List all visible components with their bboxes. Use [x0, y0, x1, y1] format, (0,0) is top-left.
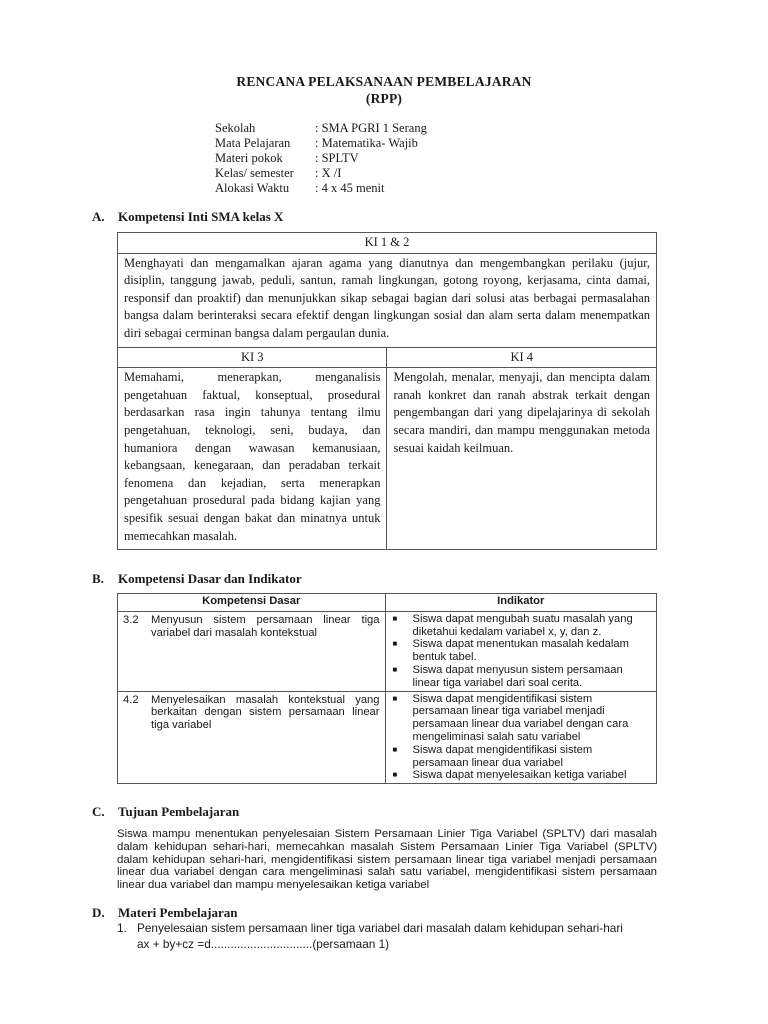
- info-value: : 4 x 45 menit: [315, 181, 385, 195]
- info-label: Mata Pelajaran: [215, 136, 291, 150]
- document-subtitle: (RPP): [365, 91, 403, 106]
- equation-row: [117, 936, 623, 952]
- identity-block: [215, 121, 427, 196]
- info-label: Sekolah: [215, 121, 256, 135]
- info-row-sekolah: [215, 121, 427, 136]
- item-number: 1.: [117, 921, 127, 935]
- list-item: [117, 920, 623, 936]
- bullet-icon: ■: [392, 693, 398, 703]
- info-value: : SPLTV: [315, 151, 359, 165]
- indicator-text: Siswa dapat mengubah suatu masalah yang diketahui kedalam variabel x, y, dan z.: [412, 612, 633, 638]
- kd-number: 3.2: [123, 613, 139, 626]
- section-title: Kompetensi Inti SMA kelas X: [118, 209, 284, 224]
- list-item: [393, 664, 652, 690]
- info-row-kelas: [215, 166, 427, 181]
- table-row: [118, 691, 657, 784]
- equation-text: ax + by+cz =d...............................(persamaan 1): [137, 937, 390, 951]
- list-item: [393, 613, 652, 639]
- section-d-heading: [92, 905, 237, 921]
- info-label: Alokasi Waktu: [215, 181, 290, 195]
- list-item: [393, 744, 652, 770]
- info-label: Kelas/ semester: [215, 166, 294, 180]
- kd-text: Menyusun sistem persamaan linear tiga variabel dari masalah kontekstual: [151, 613, 380, 639]
- section-c-heading: [92, 804, 239, 820]
- bullet-icon: ■: [392, 664, 398, 674]
- bullet-icon: ■: [392, 744, 398, 754]
- section-title: Kompetensi Dasar dan Indikator: [118, 571, 302, 586]
- info-value: : X /I: [315, 166, 342, 180]
- info-row-materi: [215, 151, 427, 166]
- info-value: : Matematika- Wajib: [315, 136, 418, 150]
- indicator-text: Siswa dapat mengidentifikasi sistem persamaan linear dua variabel: [412, 743, 593, 769]
- list-item: [393, 638, 652, 664]
- kompetensi-inti-table: [117, 232, 657, 550]
- ki4-header: KI 4: [387, 347, 657, 368]
- info-label: Materi pokok: [215, 151, 283, 165]
- section-title: Materi Pembelajaran: [118, 905, 238, 920]
- section-letter: A.: [92, 209, 105, 224]
- indicator-text: Siswa dapat menyusun sistem persamaan linear tiga variabel dari soal cerita.: [412, 663, 623, 689]
- bullet-icon: ■: [392, 613, 398, 623]
- table-row: [118, 611, 657, 691]
- ki3-header: KI 3: [118, 347, 387, 368]
- ki4-text: Mengolah, menalar, menyaji, dan mencipta dalam ranah konkret dan ranah abstrak terkait dengan pengembangan dari yang dipelajarinya di sekolah secara mandiri, dan mampu menggunakan metoda sesuai kaidah keilmuan.: [387, 368, 657, 550]
- bullet-icon: ■: [392, 770, 398, 780]
- ki12-text: Menghayati dan mengamalkan ajaran agama yang dianutnya dan mengembangkan perilaku (jujur, disiplin, tanggung jawab, peduli, santun, ramah lingkungan, gotong royong, kerjasama, cinta damai, responsif dan proaktif) dan menunjukkan sikap sebagai bagian dari solusi atas berbagai permasalahan bangsa dalam berinteraksi secara efektif dengan lingkungan sosial dan alam serta dalam menempatkan diri sebagai cerminan bangsa dalam pergaulan dunia.: [118, 253, 657, 347]
- kd-number: 4.2: [123, 693, 139, 706]
- materi-list: [117, 920, 623, 952]
- list-item: [393, 769, 652, 782]
- section-letter: C.: [92, 804, 105, 819]
- item-text: Penyelesaian sistem persamaan liner tiga variabel dari masalah dalam kehidupan sehari-hari: [137, 921, 623, 935]
- section-a-heading: [92, 209, 283, 225]
- bullet-icon: ■: [392, 639, 398, 649]
- ki12-header: KI 1 & 2: [118, 233, 657, 254]
- document-title: RENCANA PELAKSANAAN PEMBELAJARAN: [236, 74, 532, 89]
- info-row-alokasi: [215, 181, 427, 196]
- kd-text: Menyelesaikan masalah kontekstual yang berkaitan dengan sistem persamaan linear tiga variabel: [151, 693, 380, 732]
- kd-column-header: Kompetensi Dasar: [118, 594, 386, 612]
- indicator-text: Siswa dapat menentukan masalah kedalam bentuk tabel.: [412, 638, 629, 664]
- indicator-text: Siswa dapat mengidentifikasi sistem persamaan linear tiga variabel menjadi persamaan linear dua variabel dengan cara mengeliminasi salah satu variabel: [412, 692, 629, 743]
- tujuan-paragraph: Siswa mampu menentukan penyelesaian Sistem Persamaan Linier Tiga Variabel (SPLTV) dari masalah dalam kehidupan sehari-hari, memecahkan masalah Sistem Persamaan Linier Tiga Variabel (SPLTV) dalam kehidupan sehari-hari, mengidentifikasi sistem persamaan linear tiga variabel menjadi persamaan linear dua variabel dengan cara mengeliminasi salah satu variabel, mengidentifikasi sistem persamaan linear dua variabel dan mampu menyelesaikan ketiga variabel: [117, 828, 657, 892]
- section-letter: B.: [92, 571, 104, 586]
- section-title: Tujuan Pembelajaran: [118, 804, 240, 819]
- list-item: [393, 693, 652, 744]
- section-letter: D.: [92, 905, 105, 920]
- indikator-column-header: Indikator: [385, 594, 657, 612]
- info-row-mapel: [215, 136, 427, 151]
- section-b-heading: [92, 571, 302, 587]
- ki3-text: Memahami, menerapkan, menganalisis pengetahuan faktual, konseptual, prosedural berdasarkan rasa ingin tahunya tentang ilmu pengetahuan, teknologi, seni, budaya, dan humaniora dengan wawasan kemanusiaan, kebangsaan, kenegaraan, dan peradaban terkait fenomena dan kejadian, serta menerapkan pengetahuan prosedural pada bidang kajian yang spesifik sesuai dengan bakat dan minatnya untuk memecahkan masalah.: [118, 368, 387, 550]
- indicator-text: Siswa dapat menyelesaikan ketiga variabel: [412, 769, 627, 782]
- info-value: : SMA PGRI 1 Serang: [315, 121, 427, 135]
- kompetensi-dasar-table: [117, 593, 657, 784]
